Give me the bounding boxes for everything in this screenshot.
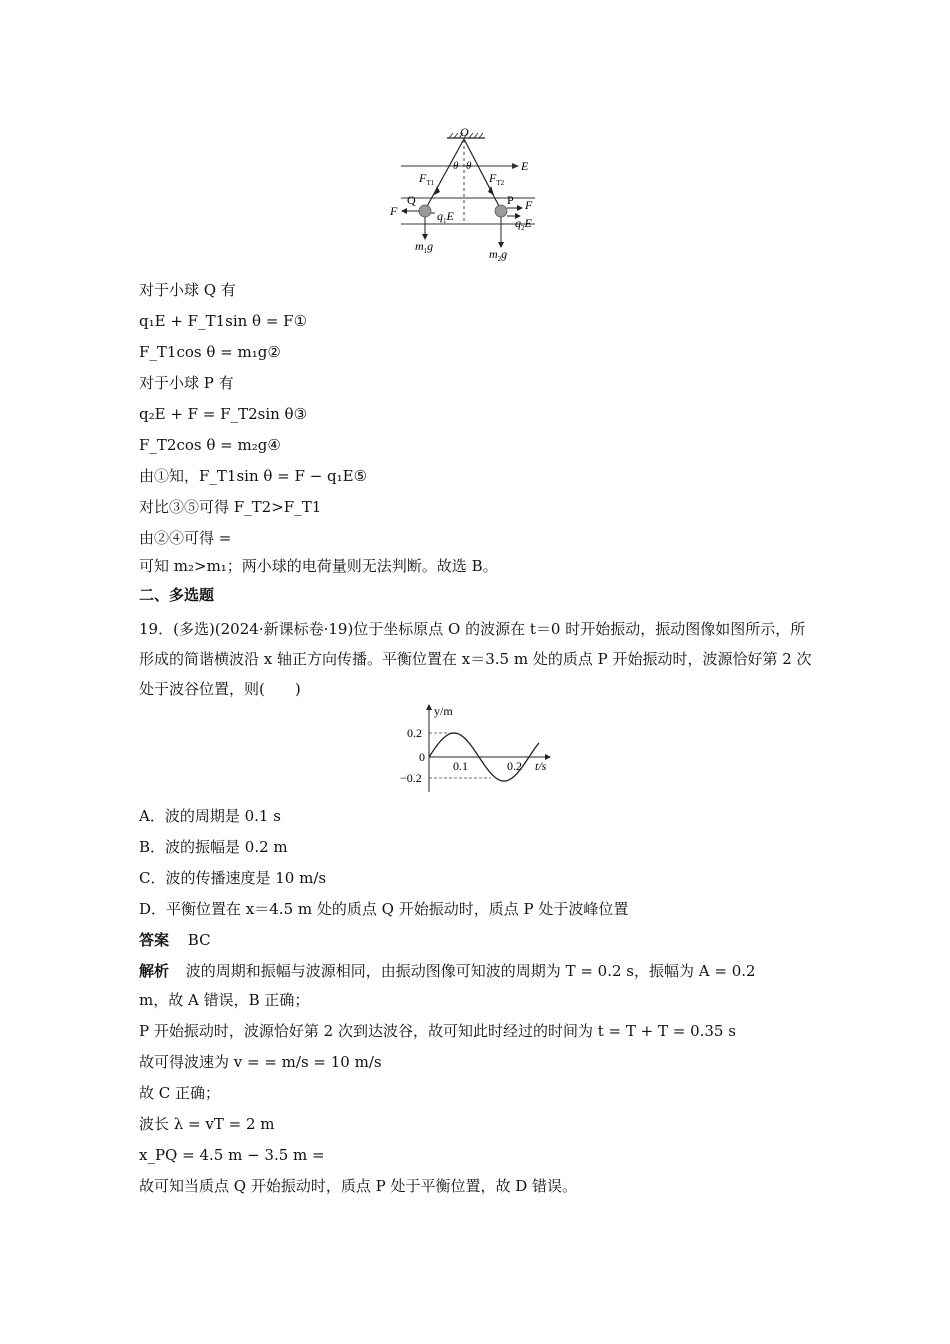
label-P: P xyxy=(507,193,514,207)
analysis-line-6: 波长 λ = vT = 2 m xyxy=(139,1115,275,1133)
label-theta-right: θ xyxy=(466,160,472,172)
svg-text:m2g: $m_2g$ xyxy=(489,247,508,263)
derivation-line: 由②④可得 = xyxy=(139,529,232,547)
origin-label: 0 xyxy=(419,750,425,764)
ball-Q xyxy=(419,205,431,217)
svg-text:FT1: $F_{T1}$ xyxy=(419,171,435,187)
answer-value: BC xyxy=(187,931,211,949)
equation-5: 由①知，F_T1sin θ = F − q₁E⑤ xyxy=(139,467,368,485)
section-title: 二、多选题 xyxy=(139,586,215,604)
option-A: A．波的周期是 0.1 s xyxy=(139,807,281,825)
analysis-line-8: 故可知当质点 Q 开始振动时，质点 P 处于平衡位置，故 D 错误。 xyxy=(139,1177,578,1195)
option-D: D．平衡位置在 x＝4.5 m 处的质点 Q 开始振动时，质点 P 处于波峰位置 xyxy=(139,900,629,918)
analysis-line-7: x_PQ = 4.5 m − 3.5 m = xyxy=(139,1146,325,1164)
equation-4: F_T2cos θ = m₂g④ xyxy=(139,436,281,454)
label-F-right: F xyxy=(525,198,533,212)
equation-3: q₂E + F = F_T2sin θ③ xyxy=(139,405,308,423)
string-left xyxy=(425,139,464,210)
label-E: E xyxy=(521,159,529,173)
analysis-line-4: 故可得波速为 v = = m/s = 10 m/s xyxy=(139,1053,382,1071)
text-line-1: 对于小球 Q 有 xyxy=(139,281,236,299)
option-B: B．波的振幅是 0.2 m xyxy=(139,838,288,856)
text-line-2: 对于小球 P 有 xyxy=(139,374,234,392)
label-theta-left: θ xyxy=(453,160,459,172)
analysis-label: 解析 xyxy=(139,962,170,980)
svg-text:m1g: $m_1g$ xyxy=(415,239,434,255)
analysis-text-1: 波的周期和振幅与波源相同，由振动图像可知波的周期为 T = 0.2 s，振幅为 A = 0.2 xyxy=(185,962,756,980)
answer-line xyxy=(139,930,211,950)
question-text: 19．(多选)(2024·新课标卷·19)位于坐标原点 O 的波源在 t＝0 时开始振动，振动图像如图所示，所形成的简谐横波沿 x 轴正方向传播。平衡位置在 x＝3.5 m 处的质点 P 开始振动时，波源恰好第 2 次处于波谷位置，则( ) xyxy=(139,620,812,698)
answer-label: 答案 xyxy=(139,931,170,949)
svg-text:q1E: $q_1E$ xyxy=(437,209,454,225)
x-axis-label: t/s xyxy=(535,759,547,773)
conclusion-line: 可知 m₂>m₁；两小球的电荷量则无法判断。故选 B。 xyxy=(139,557,498,575)
analysis-line-2: m，故 A 错误，B 正确； xyxy=(139,991,310,1009)
analysis-line-3: P 开始振动时，波源恰好第 2 次到达波谷，故可知此时经过的时间为 t = T + T = 0.35 s xyxy=(139,1022,736,1040)
x-tick-label-1: 0.1 xyxy=(453,759,468,773)
label-O: O xyxy=(460,125,469,139)
analysis-line-5: 故 C 正确； xyxy=(139,1084,221,1102)
ball-P xyxy=(495,205,507,217)
equation-2: F_T1cos θ = m₁g② xyxy=(139,343,281,361)
vibration-chart xyxy=(395,700,560,795)
svg-text:FT2: $F_{T2}$ xyxy=(489,171,505,187)
equation-1: q₁E + F_T1sin θ = F① xyxy=(139,312,308,330)
y-tick-label-bottom: −0.2 xyxy=(400,771,422,785)
y-tick-label-top: 0.2 xyxy=(407,726,422,740)
label-F-left: F xyxy=(390,204,398,218)
y-axis-label: y/m xyxy=(434,704,453,718)
force-diagram xyxy=(385,124,565,266)
comparison-line: 对比③⑤可得 F_T2>F_T1 xyxy=(139,498,322,516)
svg-text:q2E: $q_2E$ xyxy=(515,216,532,232)
label-Q: Q xyxy=(407,193,416,207)
analysis-line-1 xyxy=(139,961,756,981)
x-tick-label-2: 0.2 xyxy=(507,759,522,773)
option-C: C．波的传播速度是 10 m/s xyxy=(139,869,327,887)
